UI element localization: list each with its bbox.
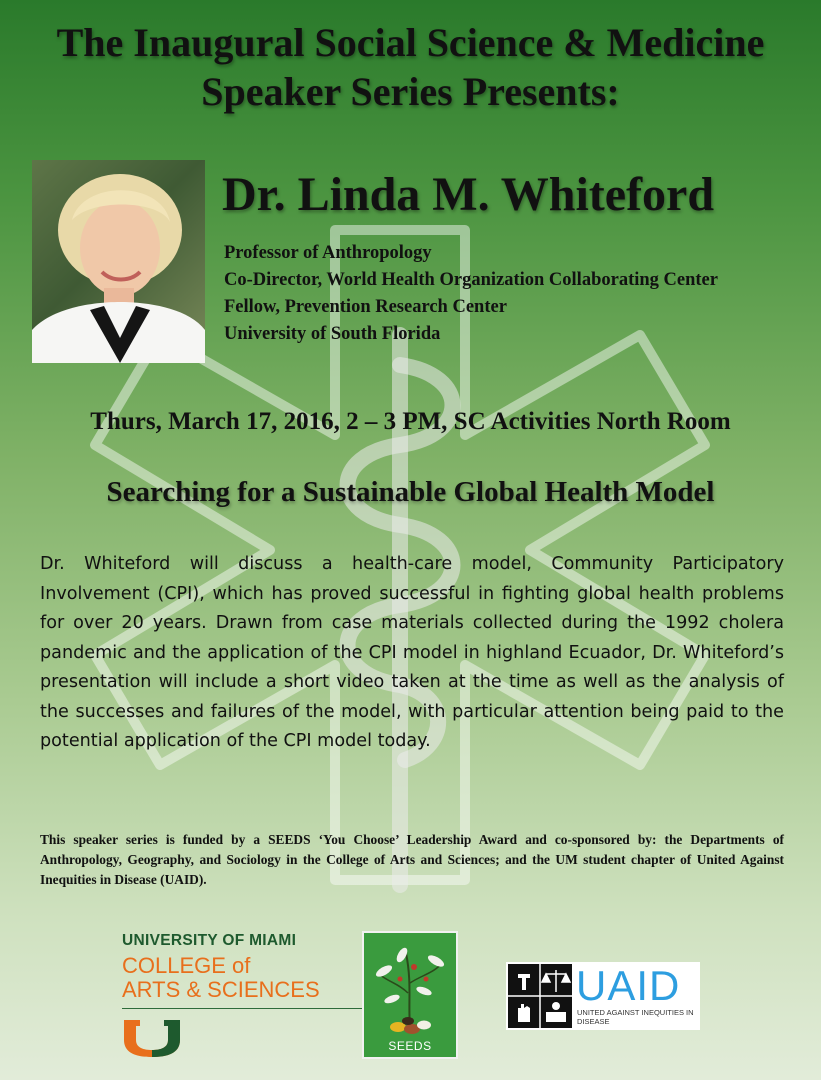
university-of-miami-logo — [122, 932, 364, 1058]
uaid-logo — [506, 962, 700, 1030]
title-line-1: The Inaugural Social Science & Medicine — [56, 20, 765, 65]
um-logo-divider — [122, 1008, 364, 1009]
uaid-pictogram-grid-icon — [508, 964, 572, 1028]
speaker-role: Co-Director, World Health Organization Collaborating Center — [224, 270, 718, 290]
event-datetime: Thurs, March 17, 2016, 2 – 3 PM, SC Activities North Room — [90, 408, 731, 435]
um-logo-line-2: COLLEGE of — [122, 953, 251, 978]
university-u-logo-icon — [122, 1018, 182, 1058]
seeds-logo-label: SEEDS — [388, 1039, 432, 1053]
title-line-2: Speaker Series Presents: — [201, 69, 620, 114]
seeds-logo — [362, 931, 458, 1059]
speaker-role: University of South Florida — [224, 324, 441, 344]
speaker-portrait-icon — [32, 160, 205, 363]
speaker-role: Professor of Anthropology — [224, 243, 432, 263]
talk-title: Searching for a Sustainable Global Health Model — [106, 476, 715, 508]
uaid-subtitle: UNITED AGAINST INEQUITIES IN DISEASE — [577, 1008, 694, 1026]
poster-title — [0, 18, 821, 116]
um-logo-line-3: ARTS & SCIENCES — [122, 977, 320, 1002]
um-logo-line-1: UNIVERSITY OF MIAMI — [122, 932, 297, 949]
speaker-name: Dr. Linda M. Whiteford — [222, 168, 715, 221]
uaid-wordmark: UAID — [576, 962, 681, 1009]
speaker-photo — [32, 160, 205, 363]
talk-abstract: Dr. Whiteford will discuss a health-care model, Community Participatory Involvement (CPI), which has proved successful in fighting global health problems for over 20 years. Drawn from case materials collected during the 1992 cholera pandemic and the application of the CPI model in highland Ecuador, Dr. Whiteford’s presentation will include a short video taken at the time as well as the analysis of the successes and failures of the model, with particular attention being paid to the potential application of the CPI model today. — [40, 554, 784, 751]
seedling-plant-icon — [364, 933, 456, 1037]
speaker-roles — [224, 240, 718, 348]
funding-statement: This speaker series is funded by a SEEDS ‘You Choose’ Leadership Award and co-sponsored by: the Departments of Anthropology, Geography, and Sociology in the College of Arts and Sciences; and the UM student chapter of United Against Inequities in Disease (UAID). — [40, 832, 784, 887]
speaker-role: Fellow, Prevention Research Center — [224, 297, 507, 317]
